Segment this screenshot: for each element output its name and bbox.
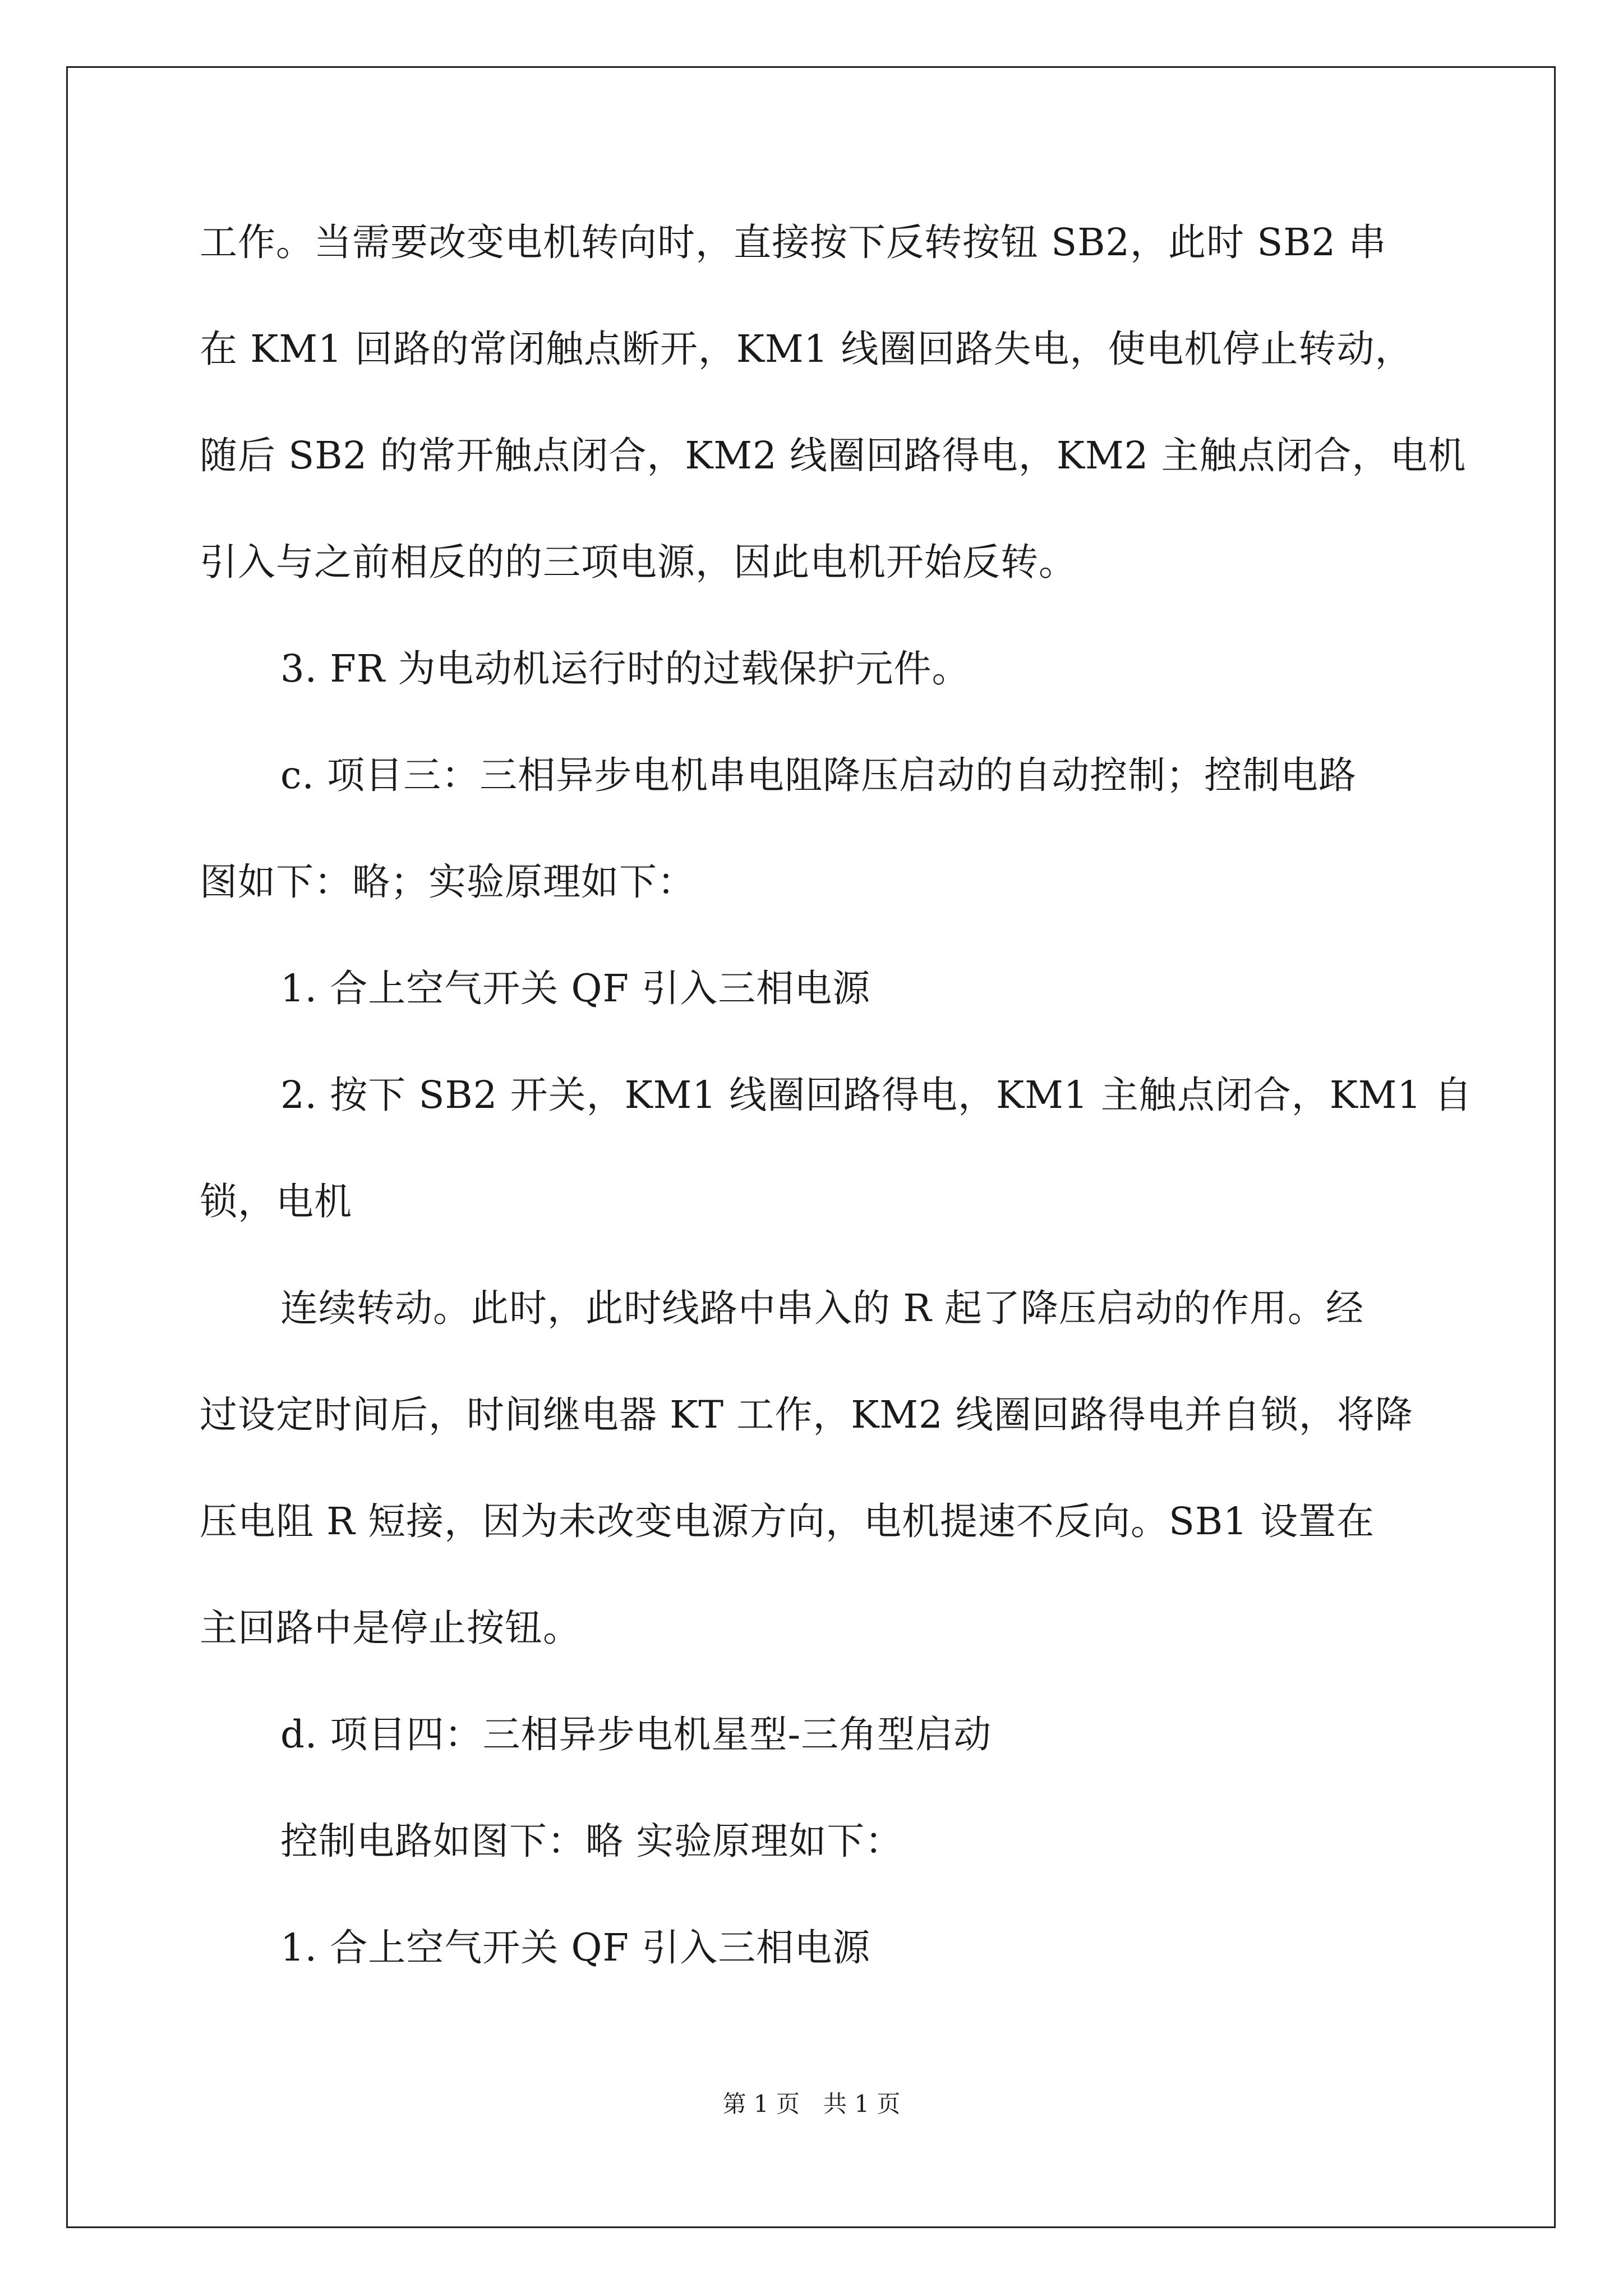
text-line: 图如下：略；实验原理如下： — [200, 860, 695, 904]
page-number-label: 第 1 页 共 1 页 — [722, 2090, 901, 2118]
text-line: 控制电路如图下：略 实验原理如下： — [280, 1819, 903, 1863]
text-line: c. 项目三：三相异步电机串电阻降压启动的自动控制；控制电路 — [280, 753, 1357, 797]
page-footer — [0, 2086, 1623, 2119]
text-line: 压电阻 R 短接，因为未改变电源方向，电机提速不反向。SB1 设置在 — [200, 1499, 1375, 1543]
text-line: 锁，电机 — [200, 1180, 352, 1223]
text-line: 1. 合上空气开关 QF 引入三相电源 — [280, 1926, 871, 1970]
document-body — [200, 216, 1473, 1975]
text-line: 引入与之前相反的的三项电源，因此电机开始反转。 — [200, 540, 1077, 584]
text-line: 3. FR 为电动机运行时的过载保护元件。 — [280, 647, 970, 691]
text-line: 连续转动。此时，此时线路中串入的 R 起了降压启动的作用。经 — [280, 1286, 1364, 1330]
text-line: 1. 合上空气开关 QF 引入三相电源 — [280, 967, 871, 1010]
text-line: 2. 按下 SB2 开关，KM1 线圈回路得电，KM1 主触点闭合，KM1 自 — [280, 1073, 1473, 1117]
text-line: 在 KM1 回路的常闭触点断开，KM1 线圈回路失电，使电机停止转动， — [200, 327, 1413, 371]
text-line: 过设定时间后，时间继电器 KT 工作，KM2 线圈回路得电并自锁，将降 — [200, 1393, 1413, 1437]
text-line: 随后 SB2 的常开触点闭合，KM2 线圈回路得电，KM2 主触点闭合，电机 — [200, 434, 1467, 477]
text-line: 主回路中是停止按钮。 — [200, 1606, 581, 1650]
text-line: 工作。当需要改变电机转向时，直接按下反转按钮 SB2，此时 SB2 串 — [200, 220, 1387, 264]
text-line: d. 项目四：三相异步电机星型-三角型启动 — [280, 1713, 992, 1756]
